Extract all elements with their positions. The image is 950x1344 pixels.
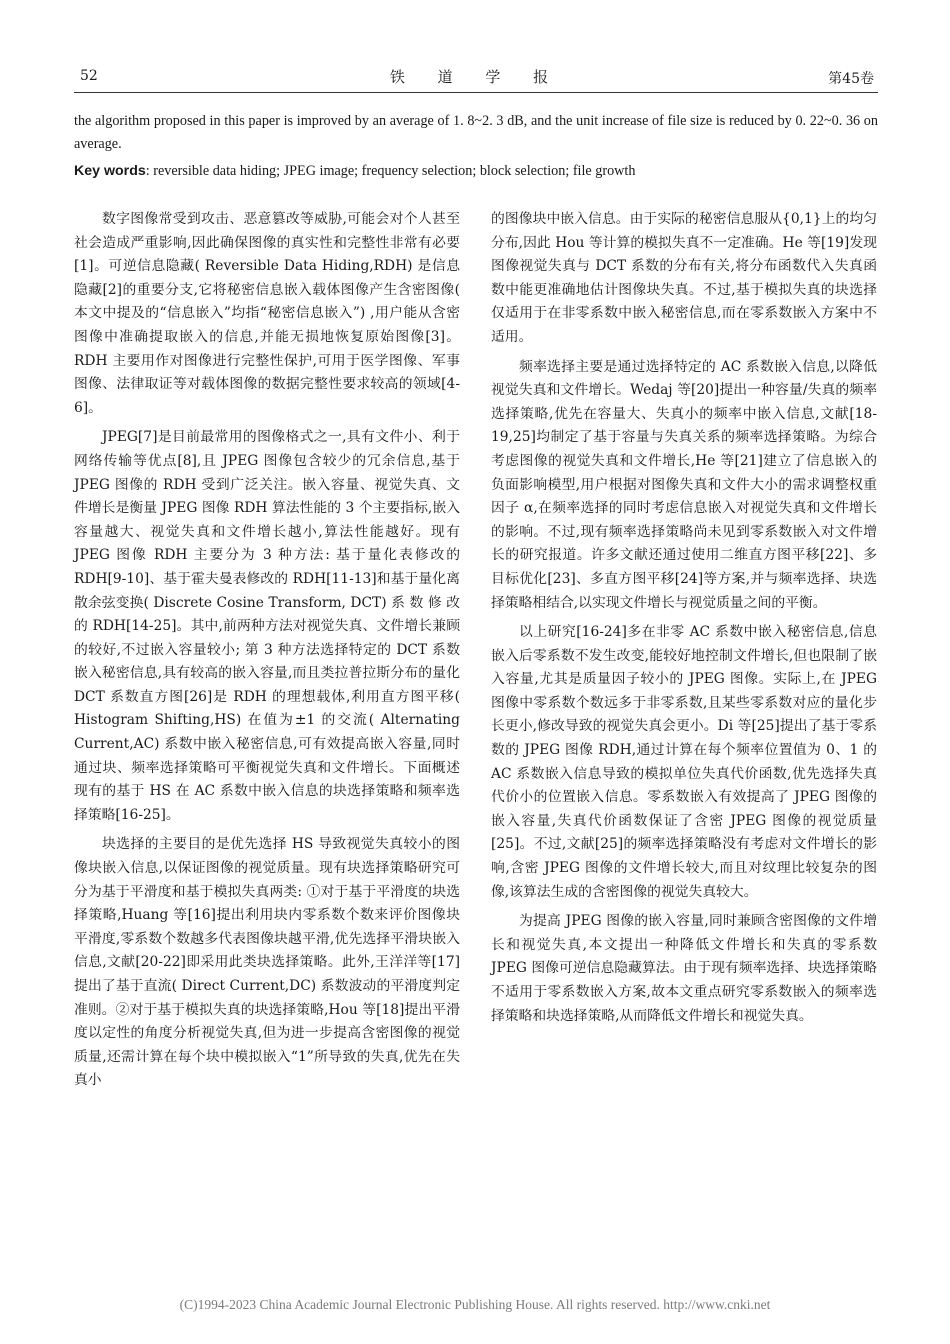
paragraph: 数字图像常受到攻击、恶意篡改等威胁,可能会对个人甚至社会造成严重影响,因此确保图像的真实性和完整性非常有必要[1]。可逆信息隐藏( Reversible Data Hiding,RDH) 是信息隐藏[2]的重要分支,它将秘密信息嵌入载体图像产生含密图像( 本文中提及的“信息嵌入”均指“秘密信息嵌入”) ,用户能从含密图像中准确提取嵌入的信息,并能无损地恢复原始图像[3]。RDH 主要用作对图像进行完整性保护,可用于医学图像、军事图像、法律取证等对载体图像的数据完整性要求较高的领域[4-6]。 [74,211,460,416]
keywords-list: : reversible data hiding; JPEG image; frequency selection; block selection; file growth [145,163,636,179]
left-column [74,208,460,1099]
journal-title: 铁 道 学 报 [389,68,563,86]
copyright-footer: (C)1994-2023 China Academic Journal Electronic Publishing House. All rights reserved. http://www.cnki.net [179,1297,771,1312]
paragraph: 频率选择主要是通过选择特定的 AC 系数嵌入信息,以降低视觉失真和文件增长。Wedaj 等[20]提出一种容量/失真的频率选择策略,优先在容量大、失真小的频率中嵌入信息,文献[18-19,25]均制定了基于容量与失真关系的频率选择策略。为综合考虑图像的视觉失真和文件增长,He 等[21]建立了信息嵌入的负面影响模型,用户根据对图像失真和文件大小的需求调整权重因子 α,在频率选择的同时考虑信息嵌入对视觉失真和文件增长的影响。不过,现有频率选择策略尚未见到零系数嵌入对文件增长的研究报道。许多文献还通过使用二维直方图平移[22]、多目标优化[23]、多直方图平移[24]等方案,并与频率选择、块选择策略相结合,以实现文件增长与视觉质量之间的平衡。 [491,358,877,611]
keywords-label: Key words [74,163,146,179]
paragraph: 以上研究[16-24]多在非零 AC 系数中嵌入秘密信息,信息嵌入后零系数不发生改变,能较好地控制文件增长,但也限制了嵌入容量,尤其是质量因子较小的 JPEG 图像。实际上,在 JPEG 图像中零系数个数远多于非零系数,且某些零系数对应的量化步长更小,修改导致的视觉失真会更小。Di 等[25]提出了基于零系数的 JPEG 图像 RDH,通过计算在每个频率位置值为 0、1 的 AC 系数嵌入信息导致的模拟单位失真代价函数,优先选择失真代价小的位置嵌入信息。零系数嵌入有效提高了 JPEG 图像的嵌入容量,失真代价函数保证了含密 JPEG 图像的视觉质量[25]。不过,文献[25]的频率选择策略没有考虑对文件增长的影响,含密 JPEG 图像的文件增长较大,而且对纹理比较复杂的图像,该算法生成的含密图像的视觉失真较大。 [491,624,877,900]
page-number: 52 [80,68,98,84]
paragraph: 的图像块中嵌入信息。由于实际的秘密信息服从{0,1}上的均匀分布,因此 Hou 等计算的模拟失真不一定准确。He 等[19]发现图像视觉失真与 DCT 系数的分布有关,将分布函数代入失真函数中能更准确地估计图像块失真。不过,基于模拟失真的块选择仅适用于在非零系数中嵌入秘密信息,而在零系数嵌入方案中不适用。 [491,211,877,345]
volume-label: 第45卷 [828,71,874,87]
abstract-text: the algorithm proposed in this paper is improved by an average of 1. 8~2. 3 dB, and the unit increase of file size is reduced by 0. 22~0. 36 on average. [74,113,878,152]
paragraph: JPEG[7]是目前最常用的图像格式之一,具有文件小、利于网络传输等优点[8],且 JPEG 图像包含较少的冗余信息,基于 JPEG 图像的 RDH 受到广泛关注。嵌入容量、视觉失真、文件增长是衡量 JPEG 图像 RDH 算法性能的 3 个主要指标,嵌入容量越大、视觉失真和文件增长越小,算法性能越好。现有 JPEG 图像 RDH 主要分为 3 种方法: 基于量化表修改的 RDH[9-10]、基于霍夫曼表修改的 RDH[11-13]和基于量化离散余弦变换( Discrete Cosine Transform, DCT) 系 数 修 改 的 RDH[14-25]。其中,前两种方法对视觉失真、文件增长兼顾的较好,不过嵌入容量较小; 第 3 种方法选择特定的 DCT 系数嵌入秘密信息,具有较高的嵌入容量,而且类拉普拉斯分布的量化 DCT 系数直方图[26]是 RDH 的理想载体,利用直方图平移( Histogram Shifting,HS) 在值为±1 的交流( Alternating Current,AC) 系数中嵌入秘密信息,可有效提高嵌入容量,同时通过块、频率选择策略可平衡视觉失真和文件增长。下面概述现有的基于 HS 在 AC 系数中嵌入信息的块选择策略和频率选择策略[16-25]。 [74,429,460,823]
paragraph: 为提高 JPEG 图像的嵌入容量,同时兼顾含密图像的文件增长和视觉失真,本文提出一种降低文件增长和失真的零系数 JPEG 图像可逆信息隐藏算法。由于现有频率选择、块选择策略不适用于零系数嵌入方案,故本文重点研究零系数嵌入的频率选择策略和块选择策略,从而降低文件增长和视觉失真。 [491,913,877,1024]
abstract-continuation [74,110,878,156]
right-column [491,208,877,1034]
paragraph: 块选择的主要目的是优先选择 HS 导致视觉失真较小的图像块嵌入信息,以保证图像的视觉质量。现有块选择策略研究可分为基于平滑度和基于模拟失真两类: ①对于基于平滑度的块选择策略,Huang 等[16]提出利用块内零系数个数来评价图像块平滑度,零系数个数越多代表图像块越平滑,优先选择平滑块嵌入信息,文献[20-22]即采用此类块选择策略。此外,王洋洋等[17]提出了基于直流( Direct Current,DC) 系数波动的平滑度判定准则。②对于基于模拟失真的块选择策略,Hou 等[18]提出平滑度以定性的角度分析视觉失真,但为进一步提高含密图像的视觉质量,还需计算在每个块中模拟嵌入“1”所导致的失真,优先在失真小 [74,836,460,1089]
page-header [74,66,878,93]
keywords-line [74,160,878,183]
